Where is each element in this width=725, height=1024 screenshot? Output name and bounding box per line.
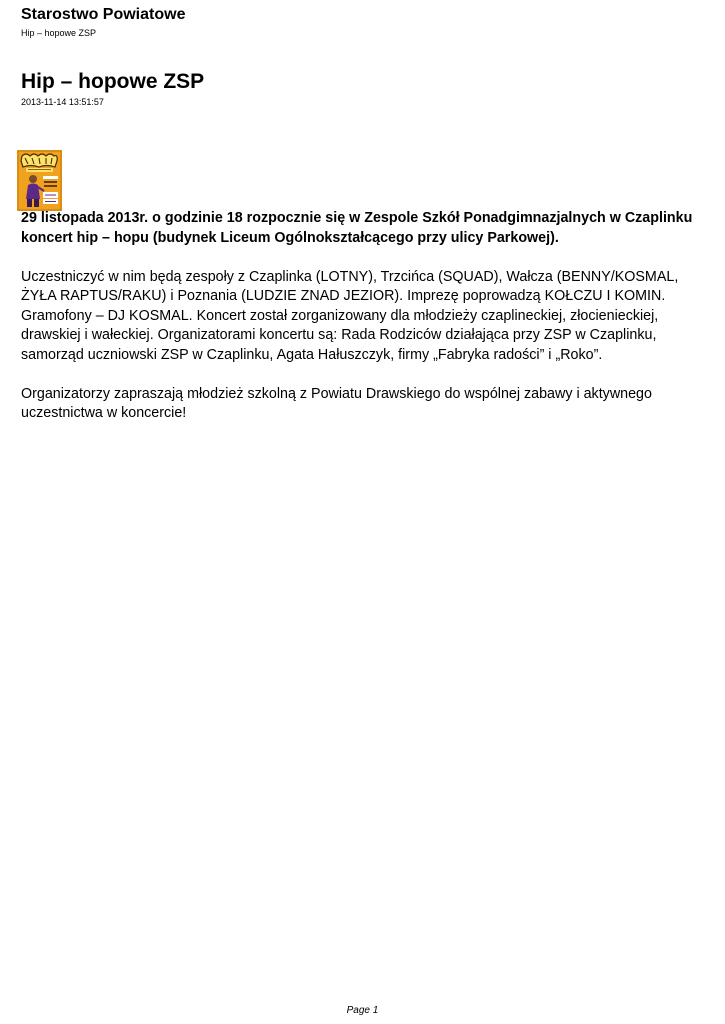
breadcrumb[interactable]: Hip – hopowe ZSP	[21, 28, 97, 38]
article-date: 2013-11-14 13:51:57	[21, 97, 104, 107]
site-name: Starostwo Powiatowe	[21, 6, 186, 23]
hip-hop-concert-poster-thumbnail-icon	[17, 150, 62, 211]
article-paragraph: Uczestniczyć w nim będą zespoły z Czaplinka (LOTNY), Trzcińca (SQUAD), Wałcza (BENNY/KOSMAL, ŻYŁA RAPTUS/RAKU) i Poznania (LUDZIE ZNAD JEZIOR). Imprezę poprowadzą KOŁCZU I KOMIN. Gramofony – DJ KOSMAL. Koncert został zorganizowany dla młodzieży czaplineckiej, złocienieckiej, drawskiej i wałeckiej. Organizatorami koncertu są: Rada Rodziców działająca przy ZSP w Czaplinku, samorząd uczniowski ZSP w Czaplinku, Agata Hałuszczyk, firmy „Fabryka radości” i „Roko”.	[21, 268, 679, 363]
article-paragraph: Organizatorzy zapraszają młodzież szkolną z Powiatu Drawskiego do wspólnej zabawy i aktywnego uczestnictwa w koncercie!	[21, 385, 652, 421]
page-number: Page 1	[346, 1005, 379, 1016]
article-title: Hip – hopowe ZSP	[21, 70, 205, 93]
article-body	[21, 209, 716, 443]
concert-poster-image[interactable]	[17, 150, 62, 211]
article-lead: 29 listopada 2013r. o godzinie 18 rozpocznie się w Zespole Szkół Ponadgimnazjalnych w Czaplinku koncert hip – hopu (budynek Liceum Ogólnokształcącego przy ulicy Parkowej).	[21, 210, 693, 246]
